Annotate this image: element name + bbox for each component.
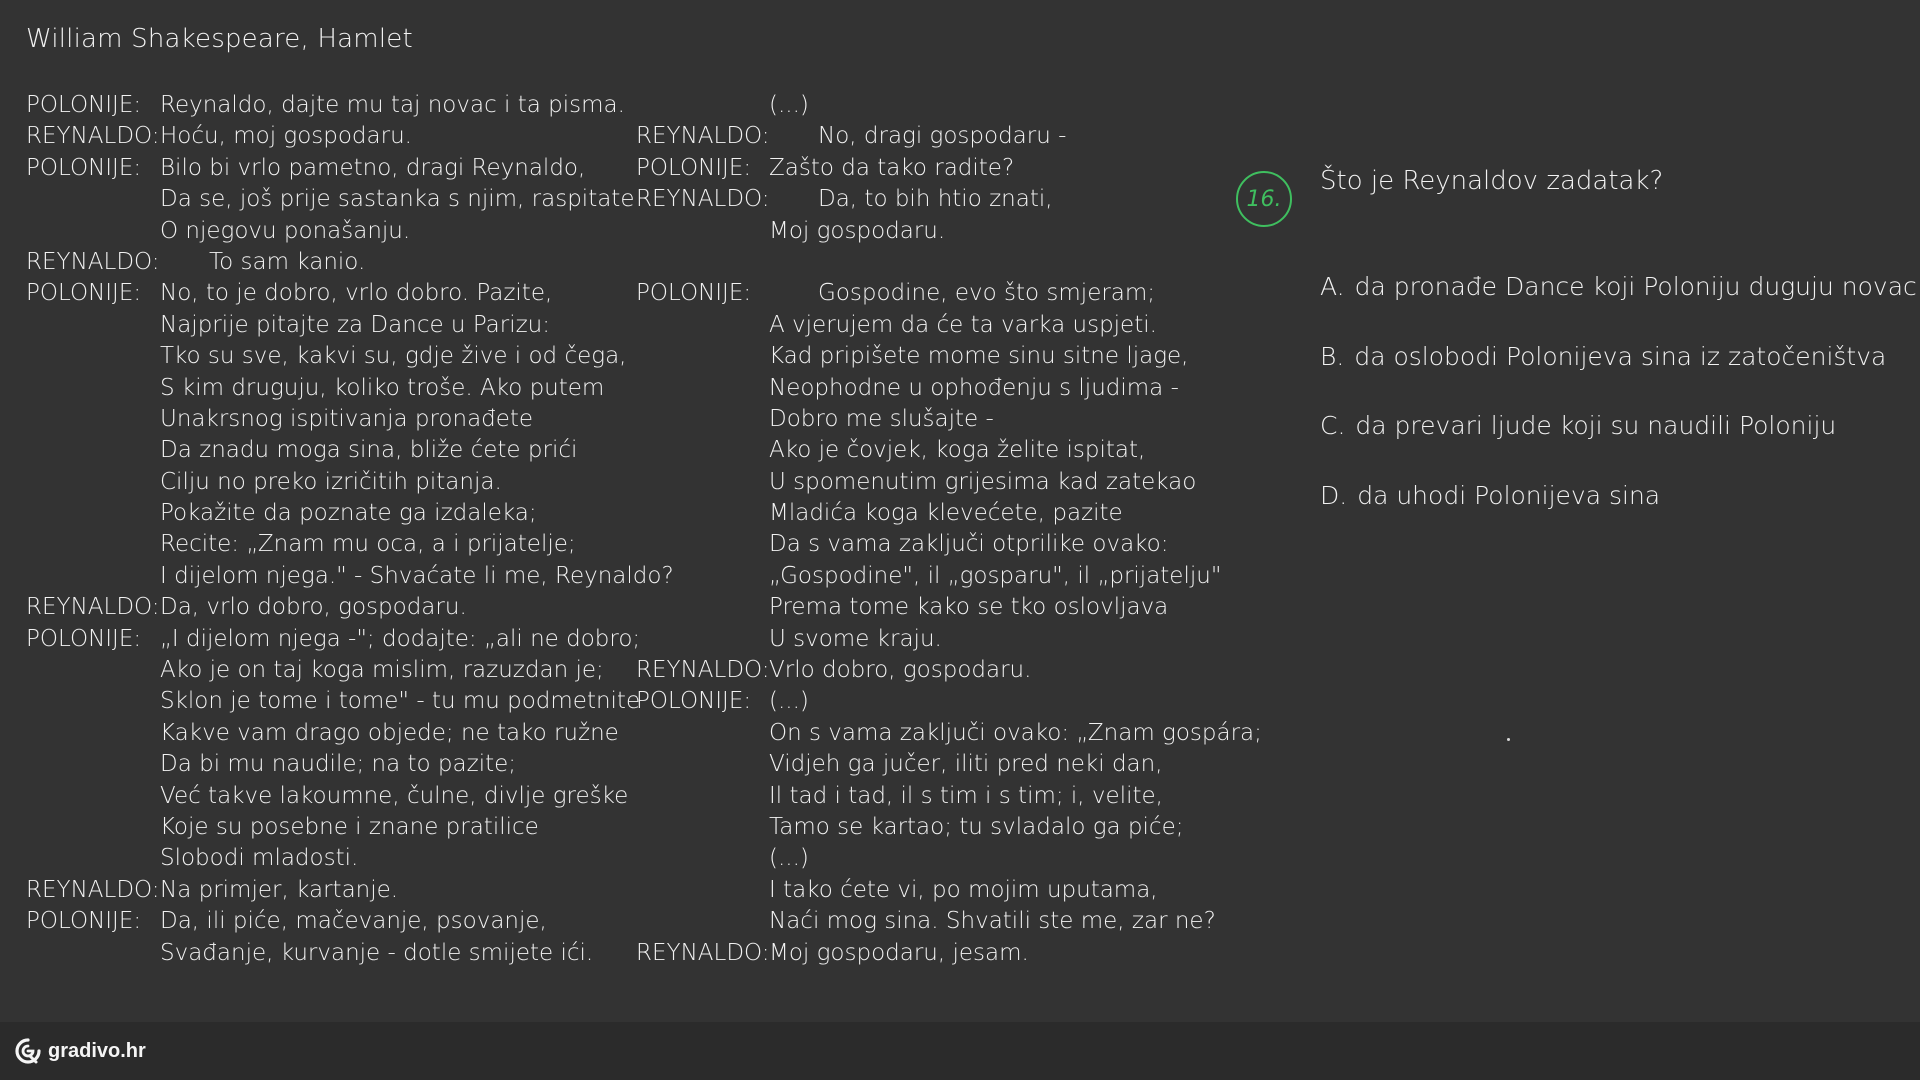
dialogue-text: U spomenutim grijesima kad zatekao xyxy=(769,468,1197,495)
speaker-name: POLONIJE: xyxy=(26,154,142,181)
speaker-name: POLONIJE: xyxy=(636,688,752,715)
dialogue-text: Moj gospodaru. xyxy=(769,217,946,244)
dialogue-line xyxy=(636,655,1236,686)
dialogue-line xyxy=(636,906,1236,937)
dialogue-text: Tamo se kartao; tu svladalo ga piće; xyxy=(769,813,1184,840)
dialogue-text: Zašto da tako radite? xyxy=(769,154,1015,181)
dialogue-line xyxy=(26,90,636,121)
answer-letter: B. xyxy=(1320,342,1345,371)
dialogue-line xyxy=(636,341,1236,372)
answer-text: da oslobodi Polonijeva sina iz zatočeništva xyxy=(1354,342,1887,371)
dialogue-line xyxy=(26,278,636,309)
speaker-name: POLONIJE: xyxy=(26,908,142,935)
speaker-name: POLONIJE: xyxy=(26,280,142,307)
speaker-name: REYNALDO: xyxy=(26,123,160,150)
dialogue-line xyxy=(26,906,636,937)
answer-option-a[interactable] xyxy=(1320,272,1917,301)
dialogue-text: Neophodne u ophođenju s ljudima - xyxy=(769,374,1179,401)
dialogue-line xyxy=(26,529,636,560)
dialogue-text: „I dijelom njega -"; dodajte: „ali ne dobro; xyxy=(160,625,641,652)
dialogue-text: Da, vrlo dobro, gospodaru. xyxy=(160,594,467,621)
dialogue-line xyxy=(636,404,1236,435)
dialogue-text: „Gospodine", il „gosparu", il „prijatelju" xyxy=(769,562,1222,589)
dialogue-text: (...) xyxy=(769,845,809,872)
dialogue-text: Recite: „Znam mu oca, a i prijatelje; xyxy=(160,531,576,558)
dialogue-line xyxy=(636,247,1236,278)
dialogue-column-middle xyxy=(636,90,1262,969)
dialogue-line xyxy=(636,90,1236,121)
dialogue-line xyxy=(26,341,636,372)
answer-option-c[interactable] xyxy=(1320,411,1836,440)
dialogue-text: Ako je on taj koga mislim, razuzdan je; xyxy=(160,657,604,684)
dialogue-line xyxy=(26,938,636,969)
dialogue-text: Hoću, moj gospodaru. xyxy=(160,123,412,150)
gradivo-logo[interactable] xyxy=(14,1037,146,1065)
dialogue-text: Gospodine, evo što smjeram; xyxy=(818,280,1156,307)
dialogue-text: Da s vama zaključi otprilike ovako: xyxy=(769,531,1169,558)
dialogue-line xyxy=(26,843,636,874)
speaker-name: REYNALDO: xyxy=(636,657,770,684)
dialogue-line xyxy=(636,938,1236,969)
dialogue-line xyxy=(26,718,636,749)
speaker-name: POLONIJE: xyxy=(26,92,142,118)
dialogue-text: Naći mog sina. Shvatili ste me, zar ne? xyxy=(769,908,1216,935)
dialogue-line xyxy=(26,498,636,529)
dialogue-line xyxy=(636,373,1236,404)
dialogue-text: Koje su posebne i znane pratilice xyxy=(160,813,539,840)
dialogue-text: (...) xyxy=(769,688,809,715)
dialogue-line xyxy=(636,592,1236,623)
dialogue-text: Već takve lakoumne, čulne, divlje greške xyxy=(160,782,629,809)
speaker-name: REYNALDO: xyxy=(26,876,160,903)
dialogue-line xyxy=(26,781,636,812)
answer-letter: C. xyxy=(1320,411,1346,440)
speaker-name: POLONIJE: xyxy=(636,154,752,181)
logo-text: gradivo.hr xyxy=(48,1039,146,1062)
dialogue-text: Sklon je tome i tome" - tu mu podmetnite xyxy=(160,688,641,715)
dialogue-line xyxy=(636,184,1236,215)
dialogue-text: S kim druguju, koliko troše. Ako putem xyxy=(160,374,605,401)
dialogue-line xyxy=(26,310,636,341)
dialogue-text: Unakrsnog ispitivanja pronađete xyxy=(160,405,534,432)
dialogue-line xyxy=(26,153,636,184)
dialogue-text: Pokažite da poznate ga izdaleka; xyxy=(160,500,537,527)
question-number-badge: 16. xyxy=(1236,171,1292,227)
footer-bar xyxy=(0,1022,1920,1080)
dialogue-text: Da, to bih htio znati, xyxy=(818,186,1053,213)
dialogue-text: Najprije pitajte za Dance u Parizu: xyxy=(160,311,550,338)
dialogue-text: Il tad i tad, il s tim i s tim; i, velite, xyxy=(769,782,1163,809)
dialogue-line xyxy=(636,467,1236,498)
speaker-name: REYNALDO: xyxy=(636,186,770,213)
dialogue-line xyxy=(636,875,1236,906)
work-title: William Shakespeare, Hamlet xyxy=(26,24,413,54)
dialogue-text: Mladića koga klevećete, pazite xyxy=(769,500,1123,527)
dialogue-line xyxy=(636,153,1236,184)
dialogue-text: Prema tome kako se tko oslovljava xyxy=(769,594,1169,621)
dialogue-text: A vjerujem da će ta varka uspjeti. xyxy=(769,311,1157,338)
dialogue-line xyxy=(26,435,636,466)
dialogue-line xyxy=(26,216,636,247)
dialogue-text: Ako je čovjek, koga želite ispitat, xyxy=(769,437,1146,464)
dialogue-text: (...) xyxy=(769,92,809,118)
dialogue-line xyxy=(636,812,1236,843)
answer-text: da uhodi Polonijeva sina xyxy=(1357,481,1661,510)
dialogue-line xyxy=(26,655,636,686)
dialogue-line xyxy=(636,278,1236,309)
dialogue-text: Tko su sve, kakvi su, gdje žive i od čega, xyxy=(160,343,627,370)
dialogue-text: I tako ćete vi, po mojim uputama, xyxy=(769,876,1158,903)
dialogue-line xyxy=(26,686,641,717)
dialogue-line xyxy=(26,404,636,435)
dialogue-text: No, to je dobro, vrlo dobro. Pazite, xyxy=(160,280,553,307)
dialogue-line xyxy=(636,686,1236,717)
speaker-name: POLONIJE: xyxy=(26,625,142,652)
dialogue-line xyxy=(636,843,1236,874)
dialogue-line xyxy=(636,624,1236,655)
answer-option-d[interactable] xyxy=(1320,481,1660,510)
dialogue-line xyxy=(26,184,636,215)
dialogue-text: No, dragi gospodaru - xyxy=(818,123,1067,150)
dialogue-text: Na primjer, kartanje. xyxy=(160,876,399,903)
gradivo-logo-icon xyxy=(14,1037,42,1065)
dialogue-line xyxy=(26,875,636,906)
dialogue-text: Slobodi mladosti. xyxy=(160,845,359,872)
dialogue-line xyxy=(636,749,1236,780)
dialogue-text: Dobro me slušajte - xyxy=(769,405,994,432)
dialogue-text: Bilo bi vrlo pametno, dragi Reynaldo, xyxy=(160,154,586,181)
dialogue-line xyxy=(26,561,674,592)
dialogue-line xyxy=(636,561,1236,592)
dialogue-text: Moj gospodaru, jesam. xyxy=(769,939,1029,966)
dialogue-text: Reynaldo, dajte mu taj novac i ta pisma. xyxy=(160,92,625,118)
speaker-name: REYNALDO: xyxy=(636,123,770,150)
speaker-name: POLONIJE: xyxy=(636,280,752,307)
speaker-name: REYNALDO: xyxy=(26,248,160,275)
answer-text: da prevari ljude koji su naudili Poloniju xyxy=(1355,411,1837,440)
dialogue-text: O njegovu ponašanju. xyxy=(160,217,411,244)
dialogue-text: Vidjeh ga jučer, iliti pred neki dan, xyxy=(769,751,1163,778)
dialogue-line xyxy=(636,435,1236,466)
dialogue-line xyxy=(26,812,636,843)
dialogue-line xyxy=(636,498,1236,529)
dialogue-line xyxy=(636,529,1236,560)
dialogue-text: U svome kraju. xyxy=(769,625,942,652)
chalk-dot xyxy=(1507,738,1510,741)
speaker-name: REYNALDO: xyxy=(26,594,160,621)
dialogue-line xyxy=(636,781,1236,812)
dialogue-line xyxy=(26,121,636,152)
dialogue-text: Kakve vam drago objede; ne tako ružne xyxy=(160,719,619,746)
dialogue-line xyxy=(636,121,1236,152)
dialogue-text: I dijelom njega." - Shvaćate li me, Reynaldo? xyxy=(160,562,674,589)
dialogue-text: Cilju no preko izričitih pitanja. xyxy=(160,468,502,495)
question-text: Što je Reynaldov zadatak? xyxy=(1320,166,1664,196)
answer-letter: D. xyxy=(1320,481,1348,510)
dialogue-text: Svađanje, kurvanje - dotle smijete ići. xyxy=(160,939,594,966)
dialogue-text: Da bi mu naudile; na to pazite; xyxy=(160,751,517,778)
answer-text: da pronađe Dance koji Poloniju duguju novac xyxy=(1354,272,1917,301)
dialogue-line xyxy=(26,467,636,498)
dialogue-text: On s vama zaključi ovako: „Znam gospára; xyxy=(769,719,1262,746)
dialogue-text: Da se, još prije sastanka s njim, raspitate xyxy=(160,186,635,213)
dialogue-column-left xyxy=(26,90,674,969)
dialogue-line xyxy=(26,749,636,780)
dialogue-line xyxy=(636,310,1236,341)
dialogue-text: To sam kanio. xyxy=(209,248,366,275)
dialogue-text: Kad pripišete mome sinu sitne ljage, xyxy=(769,343,1189,370)
dialogue-line xyxy=(26,247,636,278)
dialogue-line xyxy=(26,624,641,655)
speaker-name: REYNALDO: xyxy=(636,939,770,966)
answer-option-b[interactable] xyxy=(1320,342,1886,371)
dialogue-line xyxy=(636,216,1236,247)
dialogue-line xyxy=(26,592,636,623)
dialogue-text: Vrlo dobro, gospodaru. xyxy=(769,657,1032,684)
answer-letter: A. xyxy=(1320,272,1345,301)
dialogue-text: Da znadu moga sina, bliže ćete prići xyxy=(160,437,578,464)
dialogue-text: Da, ili piće, mačevanje, psovanje, xyxy=(160,908,547,935)
dialogue-line xyxy=(26,373,636,404)
dialogue-line xyxy=(636,718,1262,749)
